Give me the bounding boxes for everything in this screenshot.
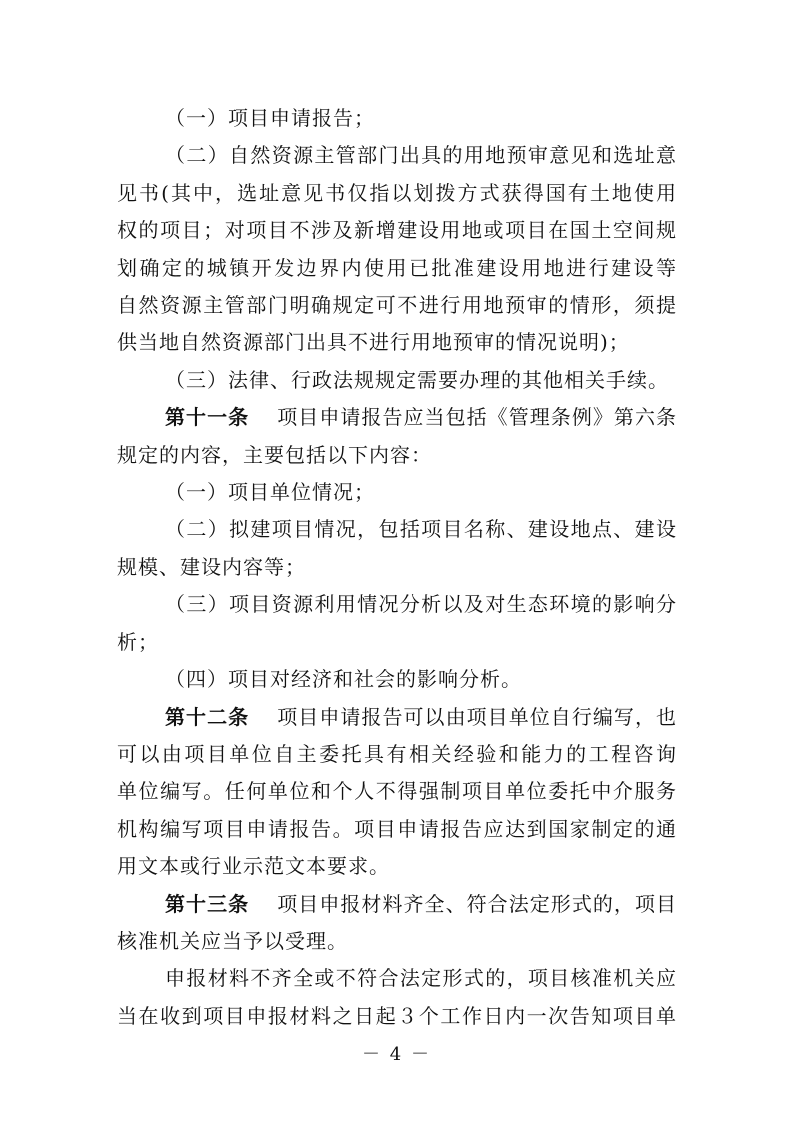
text-line: 自然资源主管部门明确规定可不进行用地预审的情形，须提 [117,293,677,318]
article-13 [117,886,677,923]
document-body [117,100,677,1035]
list-item: （一）项目单位情况； [165,480,375,505]
text-line: 单位编写。任何单位和个人不得强制项目单位委托中介服务 [117,779,677,804]
text-line: 划确定的城镇开发边界内使用已批准建设用地进行建设等 [117,255,677,280]
article-text: 项目申请报告应当包括《管理条例》第六条 [277,405,678,430]
article-text: 项目申请报告可以由项目单位自行编写，也 [277,704,678,729]
paragraph-line: 申报材料不齐全或不符合法定形式的，项目核准机关应 [165,966,677,991]
list-item: （二）拟建项目情况，包括项目名称、建设地点、建设 [165,517,677,542]
text-line: 规模、建设内容等； [117,554,306,579]
list-item: （三）法律、行政法规规定需要办理的其他相关手续。 [165,367,669,392]
article-11 [117,399,677,436]
article-title: 第十一条 [165,405,250,430]
article-text: 项目申报材料齐全、符合法定形式的，项目 [277,891,678,916]
text-line: 权的项目；对项目不涉及新增建设用地或项目在国土空间规 [117,218,677,243]
list-item: （四）项目对经济和社会的影响分析。 [165,667,522,692]
article-title: 第十二条 [165,704,250,729]
text-line: 当在收到项目申报材料之日起３个工作日内一次告知项目单 [117,1003,677,1028]
article-title: 第十三条 [165,891,250,916]
page-number: － 4 － [362,1044,431,1065]
text-line: 用文本或行业示范文本要求。 [117,854,390,879]
list-item: （二）自然资源主管部门出具的用地预审意见和选址意 [165,143,677,168]
text-line: 见书(其中，选址意见书仅指以划拨方式获得国有土地使用 [117,180,677,205]
text-line: 可以由项目单位自主委托具有相关经验和能力的工程咨询 [117,741,677,766]
text-line: 规定的内容，主要包括以下内容： [117,442,432,467]
list-item: （一）项目申请报告； [165,106,375,130]
text-line: 析； [117,629,159,654]
text-line: 供当地自然资源部门出具不进行用地预审的情况说明)； [117,330,630,355]
text-line: 机构编写项目申请报告。项目申请报告应达到国家制定的通 [117,816,677,841]
text-line: 核准机关应当予以受理。 [117,928,348,953]
list-item: （三）项目资源利用情况分析以及对生态环境的影响分 [165,592,677,617]
article-12 [117,699,677,736]
